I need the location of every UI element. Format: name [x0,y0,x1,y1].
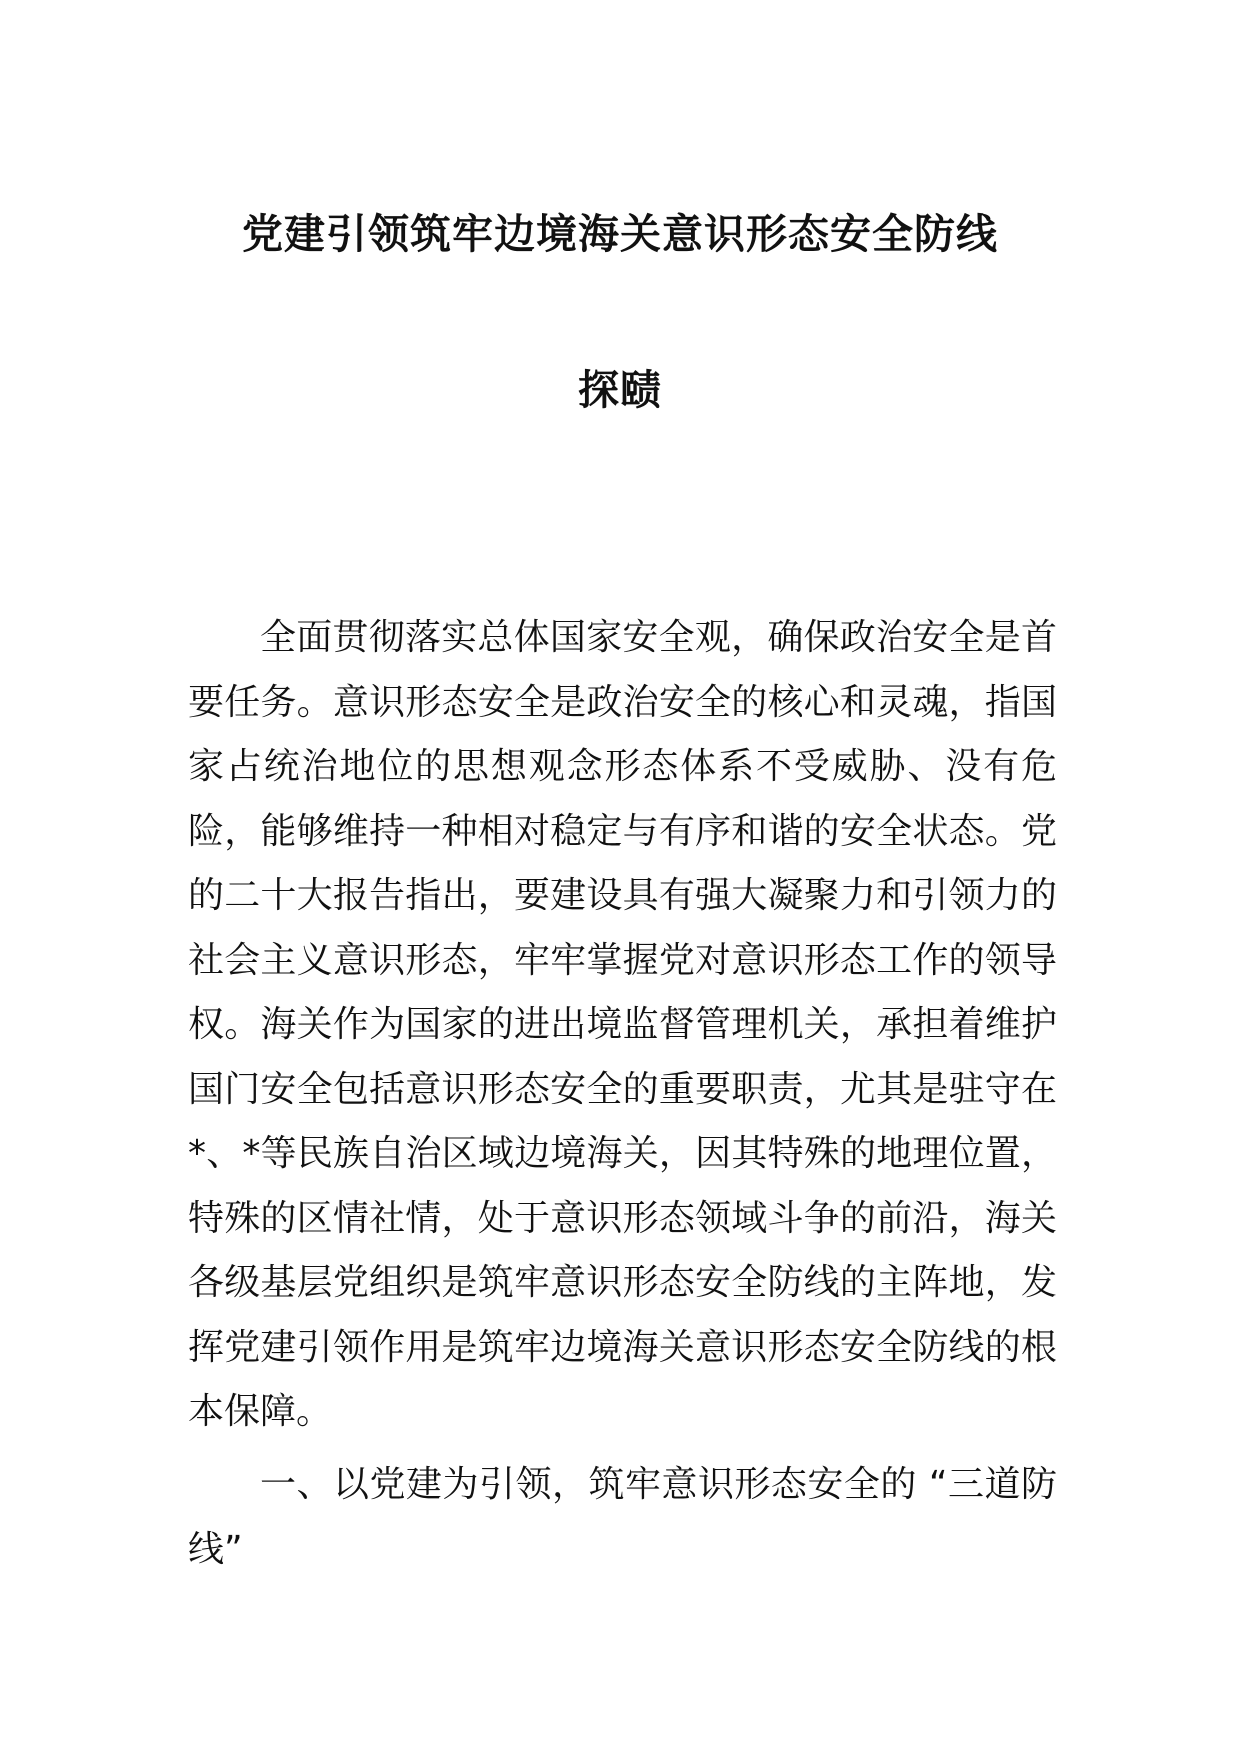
document-title-line-2: 探赜 [578,366,662,414]
section-heading-1: 一、以党建为引领，筑牢意识形态安全的 “三道防线” [188,1464,1057,1570]
document-title-line-1: 党建引领筑牢边境海关意识形态安全防线 [242,210,998,258]
intro-paragraph: 全面贯彻落实总体国家安全观，确保政治安全是首要任务。意识形态安全是政治安全的核心和灵魂，指国家占统治地位的思想观念形态体系不受威胁、没有危险，能够维持一种相对稳定与有序和谐的安全状态。党的二十大报告指出，要建设具有强大凝聚力和引领力的社会主义意识形态，牢牢掌握党对意识形态工作的领导权。海关作为国家的进出境监督管理机关，承担着维护国门安全包括意识形态安全的重要职责，尤其是驻守在*、*等民族自治区域边境海关，因其特殊的地理位置，特殊的区情社情，处于意识形态领域斗争的前沿，海关各级基层党组织是筑牢意识形态安全防线的主阵地，发挥党建引领作用是筑牢边境海关意识形态安全防线的根本保障。 [188,617,1057,1432]
